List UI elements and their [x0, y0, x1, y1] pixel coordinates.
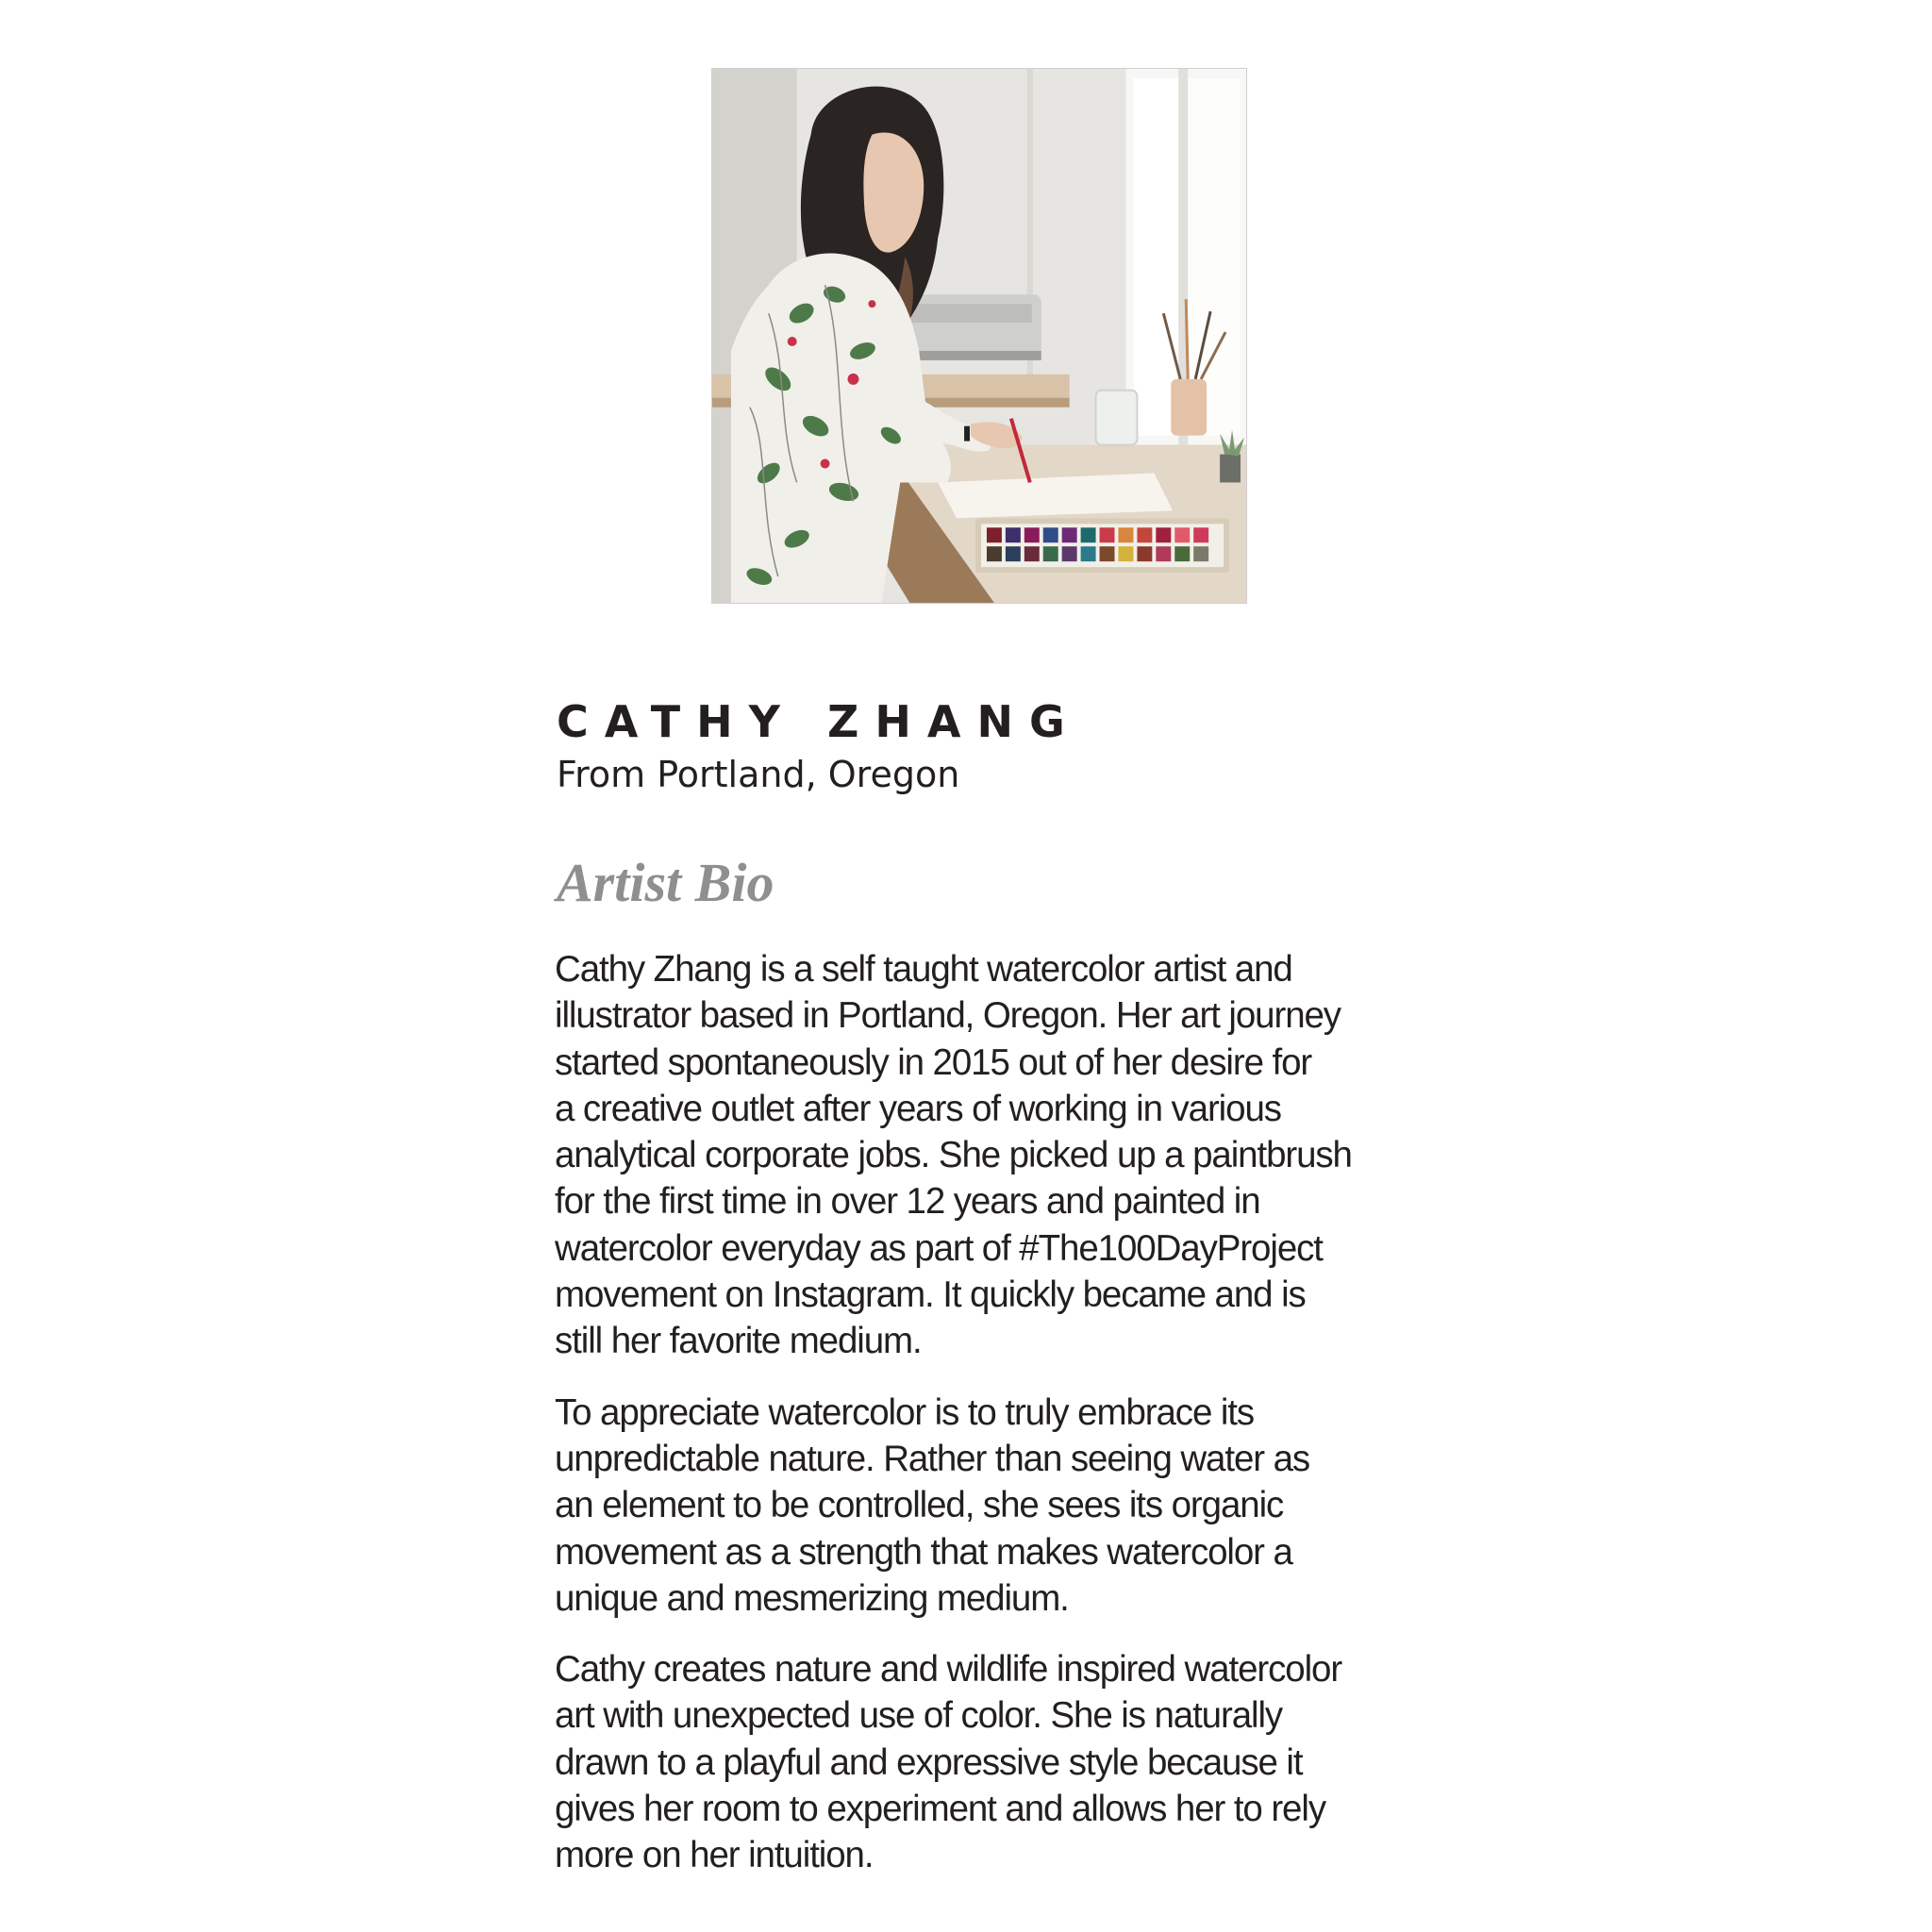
artist-location: From Portland, Oregon	[557, 754, 960, 795]
bio-paragraph-1: Cathy Zhang is a self taught watercolor artist and illustrator based in Portland, Oregon. Her art journey started spontaneously in 2015 out of her desire for a creative outlet after years of working in various analytical corporate jobs. She picked up a paintbrush for the first time in over 12 years and painted in watercolor everyday as part of #The100DayProject movement on Instagram. It quickly became and is still her favorite medium.	[555, 949, 1352, 1362]
bio-paragraph-3: Cathy creates nature and wildlife inspired watercolor art with unexpected use of color. She is naturally drawn to a playful and expressive style because it gives her room to experiment and allows her to rely more on her intuition.	[555, 1649, 1342, 1876]
artist-name: CATHY ZHANG	[557, 696, 1081, 747]
bio-paragraph-2: To appreciate watercolor is to truly embrace its unpredictable nature. Rather than seeing water as an element to be controlled, she sees its organic movement as a strength that makes watercolor a unique and mesmerizing medium.	[555, 1391, 1310, 1619]
bio-text	[555, 946, 1404, 1904]
artist-portrait-illustration	[712, 69, 1246, 603]
artist-photo	[711, 68, 1247, 604]
section-heading-artist-bio: Artist Bio	[557, 852, 774, 913]
